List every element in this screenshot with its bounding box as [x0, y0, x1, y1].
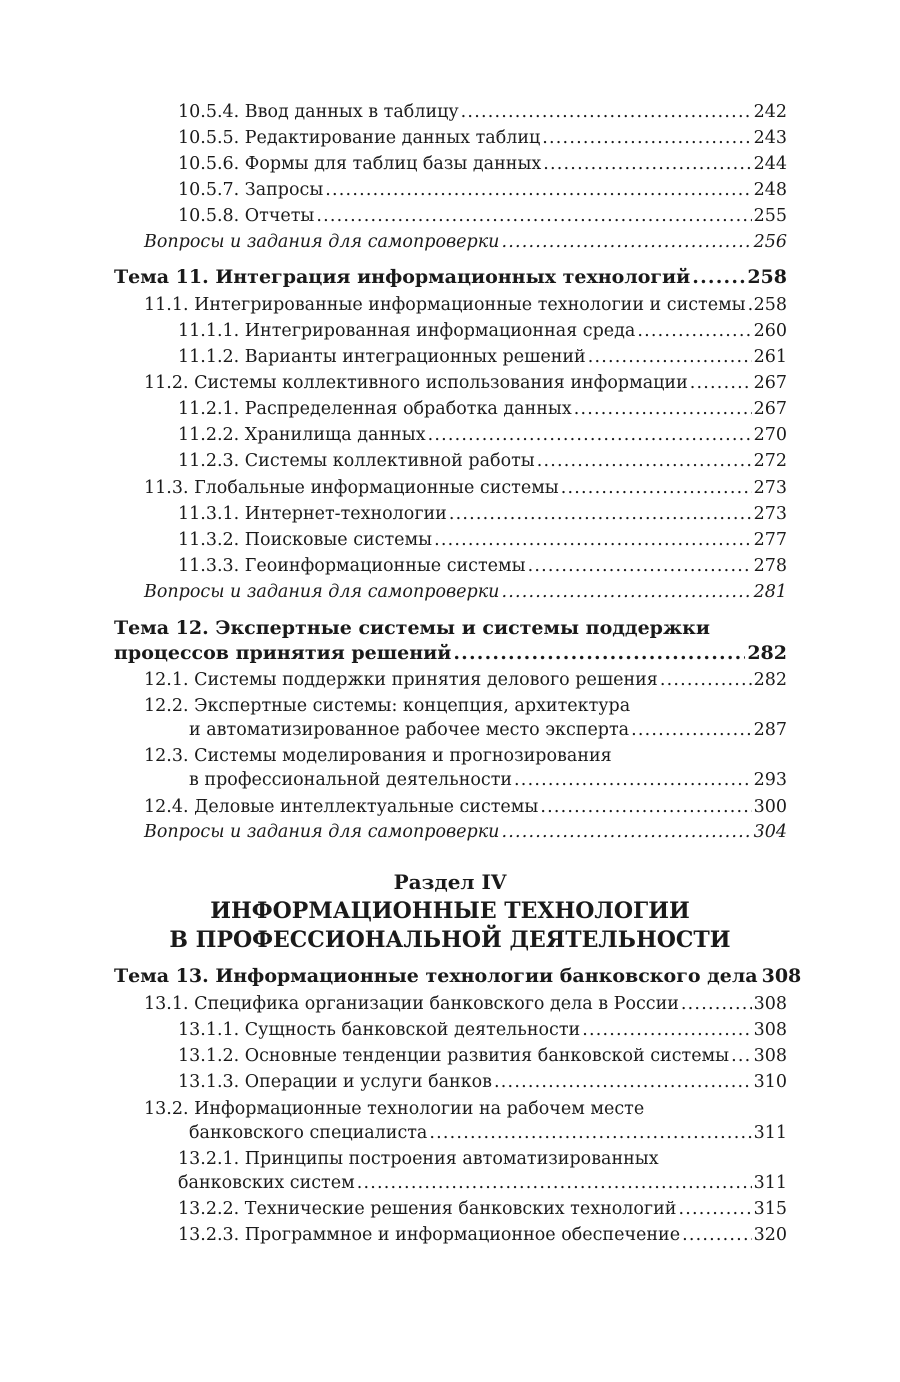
toc-entry-title-line1[interactable]: 13.2. Информационные технологии на рабочем месте: [144, 1099, 645, 1119]
toc-entry[interactable]: [178, 126, 787, 150]
toc-entry[interactable]: [144, 371, 787, 395]
toc-entry-page: 270: [753, 425, 787, 445]
toc-entry-page: 287: [753, 720, 787, 740]
toc-topic[interactable]: [114, 964, 802, 988]
toc-entry[interactable]: [178, 1171, 787, 1195]
toc-entry-title: 10.5.6. Формы для таблиц базы данных: [178, 154, 542, 174]
leader-dots: [692, 265, 745, 289]
section-label: Раздел IV: [393, 870, 507, 894]
toc-topic-title: Тема 13. Информационные технологии банковского дела: [114, 965, 758, 987]
leader-dots: [574, 397, 752, 421]
leader-dots: [540, 795, 751, 819]
toc-entry-page: 311: [753, 1123, 787, 1143]
toc-entry-page: 242: [753, 102, 787, 122]
toc-entry-page: 244: [753, 154, 787, 174]
toc-entry-title: Вопросы и задания для самопроверки: [144, 232, 500, 252]
toc-entry-title: в профессиональной деятельности: [189, 770, 513, 790]
toc-entry[interactable]: [178, 554, 787, 578]
section-title-line2: В ПРОФЕССИОНАЛЬНОЙ ДЕЯТЕЛЬНОСТИ: [169, 927, 731, 953]
toc-entry-title: Вопросы и задания для самопроверки: [144, 822, 500, 842]
toc-entry-title: 10.5.7. Запросы: [178, 180, 324, 200]
toc-entry-title: 10.5.5. Редактирование данных таблиц: [178, 128, 541, 148]
toc-entry[interactable]: [178, 319, 787, 343]
toc-entry[interactable]: [178, 1070, 787, 1094]
leader-dots: [494, 1070, 752, 1094]
toc-entry[interactable]: [178, 397, 787, 421]
leader-dots: [528, 554, 752, 578]
toc-entry-title: 13.1. Специфика организации банковского дела в России: [144, 994, 679, 1014]
toc-entry[interactable]: [178, 152, 787, 176]
toc-entry[interactable]: [178, 423, 787, 447]
leader-dots: [501, 230, 751, 254]
toc-entry-title: 11.3. Глобальные информационные системы: [144, 478, 559, 498]
toc-entry-title: 11.3.3. Геоинформационные системы: [178, 556, 526, 576]
leader-dots: [501, 820, 751, 844]
leader-dots: [501, 580, 751, 604]
toc-topic-page: 282: [747, 642, 787, 664]
toc-entry[interactable]: [178, 528, 787, 552]
toc-entry-title: 11.1.2. Варианты интеграционных решений: [178, 347, 586, 367]
toc-entry-title: 11.2.2. Хранилища данных: [178, 425, 426, 445]
toc-entry-page: 272: [753, 451, 787, 471]
toc-entry-title: 12.4. Деловые интеллектуальные системы: [144, 797, 539, 817]
toc-entry-page: 308: [753, 1020, 787, 1040]
toc-entry-title: и автоматизированное рабочее место эксперта: [189, 720, 630, 740]
toc-entry[interactable]: [178, 1044, 787, 1068]
toc-entry[interactable]: [189, 1121, 787, 1145]
toc-entry-title: 13.1.3. Операции и услуги банков: [178, 1072, 493, 1092]
leader-dots: [537, 449, 752, 473]
toc-entry-page: 256: [753, 232, 787, 252]
toc-topic-title-line1[interactable]: Тема 12. Экспертные системы и системы поддержки: [114, 617, 710, 639]
leader-dots: [316, 204, 751, 228]
toc-entry-page: 273: [753, 504, 787, 524]
toc-entry-title: 13.1.1. Сущность банковской деятельности: [178, 1020, 581, 1040]
toc-entry[interactable]: [178, 1197, 787, 1221]
leader-dots: [357, 1171, 752, 1195]
toc-entry-title: банковских систем: [178, 1173, 355, 1193]
toc-entry[interactable]: [178, 178, 787, 202]
leader-dots: [582, 1018, 751, 1042]
toc-entry-page: 308: [753, 1046, 787, 1066]
leader-dots: [428, 423, 752, 447]
toc-entry-title: 13.2.2. Технические решения банковских технологий: [178, 1199, 677, 1219]
toc-entry-title: 11.2. Системы коллективного использования информации: [144, 373, 688, 393]
toc-entry-questions[interactable]: [144, 230, 787, 254]
toc-entry-title: 13.2.3. Программное и информационное обеспечение: [178, 1225, 681, 1245]
leader-dots: [561, 476, 752, 500]
toc-entry-title-line1[interactable]: 13.2.1. Принципы построения автоматизированных: [178, 1149, 659, 1169]
toc-entry[interactable]: [178, 502, 787, 526]
toc-entry-page: 293: [753, 770, 787, 790]
toc-entry-title: 10.5.4. Ввод данных в таблицу: [178, 102, 459, 122]
leader-dots: [453, 641, 745, 665]
toc-entry-title: банковского специалиста: [189, 1123, 428, 1143]
toc-topic-page: 308: [761, 965, 802, 987]
toc-entry-page: 277: [753, 530, 787, 550]
leader-dots: [748, 293, 752, 317]
toc-entry-page: 310: [753, 1072, 787, 1092]
leader-dots: [542, 126, 751, 150]
toc-entry-title-line1[interactable]: 12.3. Системы моделирования и прогнозирования: [144, 746, 612, 766]
leader-dots: [434, 528, 752, 552]
toc-entry[interactable]: [178, 1223, 787, 1247]
toc-entry-title: 11.2.3. Системы коллективной работы: [178, 451, 535, 471]
toc-entry[interactable]: [144, 992, 787, 1016]
toc-topic-title: процессов принятия решений: [114, 642, 452, 664]
toc-entry[interactable]: [178, 449, 787, 473]
toc-entry[interactable]: [144, 795, 787, 819]
toc-entry-page: 311: [753, 1173, 787, 1193]
toc-entry-title: 11.2.1. Распределенная обработка данных: [178, 399, 572, 419]
leader-dots: [637, 319, 751, 343]
leader-dots: [325, 178, 751, 202]
toc-entry-page: 243: [753, 128, 787, 148]
leader-dots: [461, 100, 752, 124]
toc-entry-title: 11.3.2. Поисковые системы: [178, 530, 433, 550]
toc-entry-page: 255: [753, 206, 787, 226]
leader-dots: [429, 1121, 751, 1145]
toc-entry[interactable]: [144, 293, 787, 317]
toc-entry-page: 320: [753, 1225, 787, 1245]
toc-entry-page: 304: [753, 822, 787, 842]
toc-topic[interactable]: [114, 641, 787, 665]
toc-entry[interactable]: [144, 476, 787, 500]
toc-entry[interactable]: [178, 100, 787, 124]
leader-dots: [678, 1197, 751, 1221]
toc-topic-page: 258: [747, 266, 787, 288]
toc-entry-title: 10.5.8. Отчеты: [178, 206, 315, 226]
toc-entry[interactable]: [144, 668, 787, 692]
leader-dots: [588, 345, 752, 369]
section-title-line1: ИНФОРМАЦИОННЫЕ ТЕХНОЛОГИИ: [210, 898, 690, 924]
toc-entry-page: 273: [753, 478, 787, 498]
toc-entry-page: 315: [753, 1199, 787, 1219]
toc-entry[interactable]: [178, 345, 787, 369]
toc-entry-title: 12.1. Системы поддержки принятия делового решения: [144, 670, 658, 690]
leader-dots: [514, 768, 752, 792]
toc-entry[interactable]: [178, 1018, 787, 1042]
toc-entry-page: 267: [753, 373, 787, 393]
leader-dots: [660, 668, 752, 692]
toc-entry-title: 11.1.1. Интегрированная информационная среда: [178, 321, 636, 341]
toc-entry-page: 281: [753, 582, 787, 602]
toc-entry-page: 300: [753, 797, 787, 817]
toc-entry-questions[interactable]: [144, 820, 787, 844]
toc-entry-title: 11.3.1. Интернет-технологии: [178, 504, 447, 524]
toc-entry[interactable]: [189, 768, 787, 792]
toc-topic[interactable]: [114, 265, 787, 289]
leader-dots: [731, 1044, 752, 1068]
toc-entry-page: 308: [753, 994, 787, 1014]
toc-entry-page: 267: [753, 399, 787, 419]
toc-entry-page: 278: [753, 556, 787, 576]
toc-entry-page: 248: [753, 180, 787, 200]
toc-entry-title: Вопросы и задания для самопроверки: [144, 582, 500, 602]
leader-dots: [631, 718, 751, 742]
leader-dots: [543, 152, 751, 176]
leader-dots: [449, 502, 752, 526]
leader-dots: [690, 371, 752, 395]
toc-entry-page: 261: [753, 347, 787, 367]
toc-entry-page: 260: [753, 321, 787, 341]
toc-topic-title: Тема 11. Интеграция информационных технологий: [114, 266, 691, 288]
toc-entry-title: 11.1. Интегрированные информационные технологии и системы: [144, 295, 746, 315]
toc-entry-title: 13.1.2. Основные тенденции развития банковской системы: [178, 1046, 730, 1066]
toc-entry[interactable]: [178, 204, 787, 228]
toc-entry-page: 282: [753, 670, 787, 690]
toc-entry[interactable]: [189, 718, 787, 742]
toc-entry-questions[interactable]: [144, 580, 787, 604]
toc-entry-title-line1[interactable]: 12.2. Экспертные системы: концепция, архитектура: [144, 696, 631, 716]
leader-dots: [682, 1223, 752, 1247]
leader-dots: [681, 992, 752, 1016]
toc-entry-page: 258: [753, 295, 787, 315]
